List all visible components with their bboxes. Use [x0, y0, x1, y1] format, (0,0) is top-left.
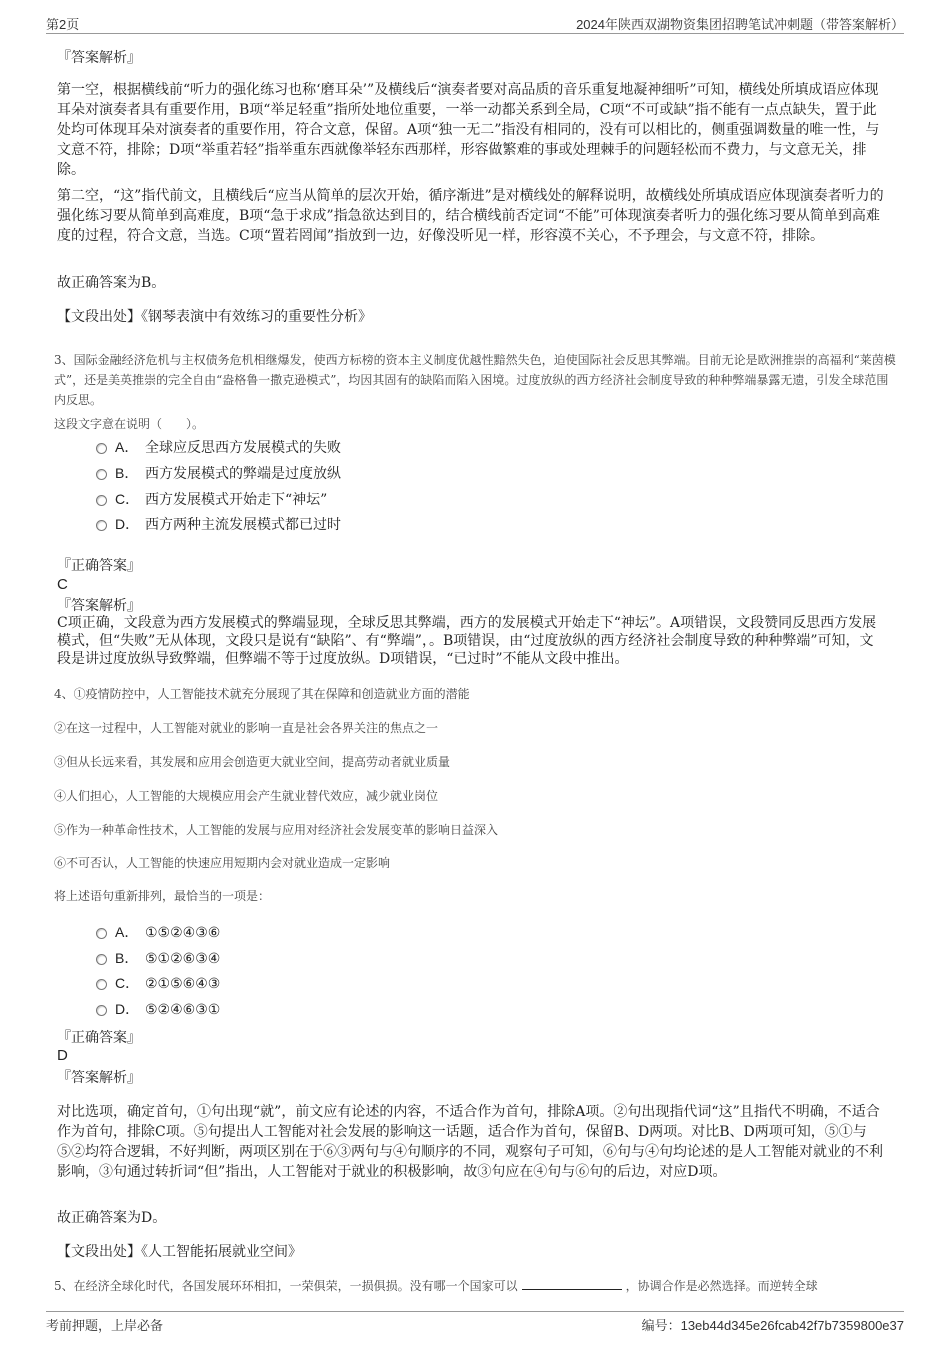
q4-sentence-3: ③但从长远来看，其发展和应用会创造更大就业空间，提高劳动者就业质量 [54, 755, 451, 769]
radio-icon[interactable] [96, 495, 107, 506]
q4-question: 将上述语句重新排列，最恰当的一项是： [54, 889, 271, 903]
q4-sentence-4: ④人们担心，人工智能的大规模应用会产生就业替代效应，减少就业岗位 [54, 789, 439, 803]
q4-option-d[interactable]: D． ⑤②④⑥③① [96, 998, 220, 1020]
page-header [46, 14, 904, 32]
radio-icon[interactable] [96, 469, 107, 480]
radio-icon[interactable] [96, 520, 107, 531]
q2-source: 【文段出处】《钢琴表演中有效练习的重要性分析》 [57, 309, 372, 325]
page-number: 第2页 [46, 17, 80, 32]
q4-answer-label: 『正确答案』 [57, 1030, 141, 1046]
q4-option-b[interactable]: B． ⑤①②⑥③④ [96, 947, 220, 969]
document-code: 编号：13eb44d345e26fcab42f7b7359800e37 [641, 1318, 904, 1333]
q3-answer-label: 『正确答案』 [57, 558, 141, 574]
q2-analysis-label: 『答案解析』 [57, 50, 141, 66]
footer-slogan: 考前押题，上岸必备 [46, 1318, 164, 1333]
q4-option-a[interactable]: A． ①⑤②④③⑥ [96, 921, 220, 943]
q3-question: 这段文字意在说明（ ）。 [54, 417, 205, 431]
q5-stem: 5、在经济全球化时代，各国发展环环相扣，一荣俱荣，一损俱损。没有哪一个国家可以 ，协调合作是必然选择。而逆转全球 [54, 1279, 818, 1293]
q2-analysis-p1: 第一空，根据横线前“听力的强化练习也称‘磨耳朵’”及横线后“演奏者要对高品质的音乐重复地凝神细听”可知，横线处所填成语应体现耳朵对演奏者具有重要作用，B项“举足轻重”指所处地位重要，一举一动都关系到全局，C项“不可或缺”指不能有一点点缺失，置于此处均可体现耳朵对演奏者的重要作用，符合文意，保留。A项“独一无二”指没有相同的，没有可以相比的，侧重强调数量的唯一性，与文意不符，排除；D项“举重若轻”指举重东西就像举轻东西那样，形容做繁难的事或处理棘手的问题轻松而不费力，与文意无关，排除。 [57, 82, 880, 178]
q4-source: 【文段出处】《人工智能拓展就业空间》 [57, 1244, 302, 1260]
q3-option-d[interactable]: D． 西方两种主流发展模式都已过时 [96, 513, 341, 535]
radio-icon[interactable] [96, 954, 107, 965]
q3-option-b[interactable]: B． 西方发展模式的弊端是过度放纵 [96, 462, 341, 484]
footer-divider [46, 1311, 904, 1312]
document-title: 2024年陕西双湖物资集团招聘笔试冲刺题（带答案解析） [576, 17, 904, 32]
radio-icon[interactable] [96, 979, 107, 990]
q3-option-c[interactable]: C． 西方发展模式开始走下“神坛” [96, 488, 327, 510]
q4-sentence-1: 4、①疫情防控中，人工智能技术就充分展现了其在保障和创造就业方面的潜能 [54, 687, 470, 701]
radio-icon[interactable] [96, 443, 107, 454]
q3-stem: 3、国际金融经济危机与主权债务危机相继爆发，使西方标榜的资本主义制度优越性黯然失色，迫使国际社会反思其弊端。目前无论是欧洲推崇的高福利“莱茵模式”，还是美英推崇的完全自由“盎格鲁一撒克逊模式”，均因其固有的缺陷而陷入困境。过度放纵的西方经济社会制度导致的种种弊端暴露无遗，引发全球范围内反思。 [54, 353, 896, 407]
q4-conclusion: 故正确答案为D。 [57, 1210, 167, 1226]
q4-analysis-label: 『答案解析』 [57, 1070, 141, 1086]
q3-analysis-label: 『答案解析』 [57, 598, 141, 614]
fill-blank [522, 1277, 622, 1290]
q2-conclusion: 故正确答案为B。 [57, 275, 166, 291]
q4-sentence-2: ②在这一过程中，人工智能对就业的影响一直是社会各界关注的焦点之一 [54, 721, 439, 735]
q2-analysis-p2: 第二空，“这”指代前文，且横线后“应当从简单的层次开始，循序渐进”是对横线处的解释说明，故横线处所填成语应体现演奏者听力的强化练习要从简单到高难度，B项“急于求成”指急欲达到目的，结合横线前否定词“不能”可体现演奏者听力的强化练习要从简单到高难度的过程，符合文意，当选。C项“置若罔闻”指放到一边，好像没听见一样，形容漠不关心，不予理会，与文意不符，排除。 [57, 188, 884, 244]
radio-icon[interactable] [96, 928, 107, 939]
radio-icon[interactable] [96, 1005, 107, 1016]
page-footer [46, 1315, 904, 1333]
q4-analysis: 对比选项，确定首句，①句出现“就”，前文应有论述的内容，不适合作为首句，排除A项。②句出现指代词“这”且指代不明确，不适合作为首句，排除C项。⑤句提出人工智能对社会发展的影响这一话题，适合作为首句，保留B、D两项。对比B、D两项可知，⑤①与⑤②均符合逻辑，不好判断，两项区别在于⑥③两句与④句顺序的不同，观察句子可知，⑥句与④句均论述的是人工智能对就业的不利影响，③句通过转折词“但”指出，人工智能对于就业的积极影响，故③句应在④句与⑥句的后边，对应D项。 [57, 1104, 883, 1180]
q4-sentence-5: ⑤作为一种革命性技术，人工智能的发展与应用对经济社会发展变革的影响日益深入 [54, 823, 499, 837]
header-divider [46, 33, 904, 34]
q4-option-c[interactable]: C． ②①⑤⑥④③ [96, 972, 220, 994]
q3-analysis: C项正确，文段意为西方发展模式的弊端显现，全球反思其弊端，西方的发展模式开始走下“神坛”。A项错误，文段赞同反思西方发展模式，但“失败”无从体现，文段只是说有“缺陷”、有“弊端”，。B项错误，由“过度放纵的西方经济社会制度导致的种种弊端”可知，文段是讲过度放纵导致弊端，但弊端不等于过度放纵。D项错误，“已过时”不能从文段中推出。 [57, 615, 877, 667]
q4-sentence-6: ⑥不可否认，人工智能的快速应用短期内会对就业造成一定影响 [54, 856, 391, 870]
q3-option-a[interactable]: A． 全球应反思西方发展模式的失败 [96, 436, 341, 458]
q4-answer: D [57, 1047, 68, 1064]
q3-answer: C [57, 576, 68, 593]
